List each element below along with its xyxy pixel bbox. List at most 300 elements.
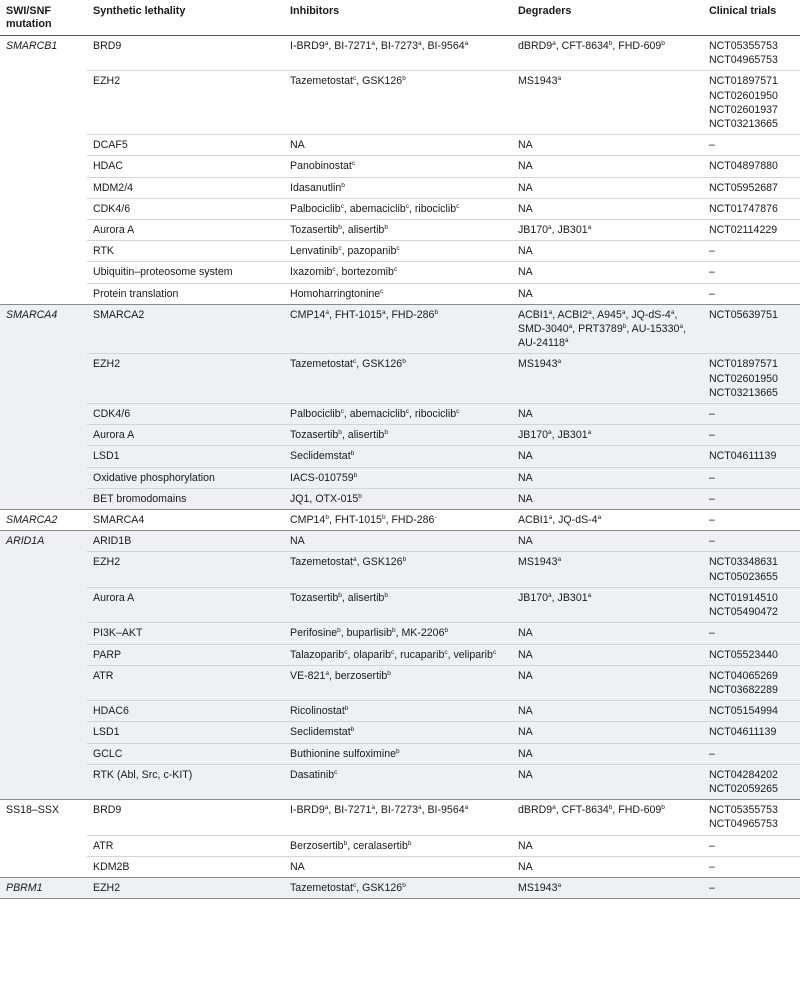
inhibitors-cell xyxy=(284,800,512,835)
drug-name: VE-821 xyxy=(290,669,326,682)
evidence-superscript: b xyxy=(338,429,342,437)
clinical-trials-cell xyxy=(703,156,800,177)
degraders-cell xyxy=(512,36,703,71)
trial-id: NCT05523440 xyxy=(709,648,778,661)
drug-name: , JB301 xyxy=(551,591,588,604)
degraders-cell xyxy=(512,354,703,404)
degraders-cell xyxy=(512,71,703,135)
evidence-superscript: a xyxy=(587,429,592,437)
table-row xyxy=(0,800,800,835)
evidence-superscript: b xyxy=(402,881,406,889)
degraders-cell xyxy=(512,220,703,241)
inhibitors-cell xyxy=(284,425,512,446)
synthetic-lethality-cell: EZH2 xyxy=(87,877,284,898)
drug-name: , A945 xyxy=(591,308,622,321)
trial-id: NCT05023655 xyxy=(709,570,778,583)
synthetic-lethality-cell: CDK4/6 xyxy=(87,198,284,219)
drug-name: , alisertib xyxy=(341,429,385,442)
trial-id: – xyxy=(709,627,715,640)
header-mutation: SWI/SNF mutation xyxy=(0,0,87,36)
evidence-superscript: a xyxy=(670,308,675,316)
evidence-superscript: a xyxy=(588,308,592,316)
synthetic-lethality-cell: LSD1 xyxy=(87,446,284,467)
drug-name: NA xyxy=(518,492,533,505)
drug-name: , BI-7273 xyxy=(374,40,418,52)
synthetic-lethality-cell: ATR xyxy=(87,835,284,856)
drug-name: NA xyxy=(518,627,533,640)
evidence-superscript: c xyxy=(405,408,409,416)
clinical-trials-cell xyxy=(703,877,800,898)
evidence-superscript: a xyxy=(621,308,626,316)
evidence-superscript: a xyxy=(324,804,329,812)
drug-name: ACBI1 xyxy=(518,308,549,321)
evidence-superscript: b xyxy=(337,627,341,635)
trial-id: NCT02114229 xyxy=(709,224,778,237)
table-row xyxy=(0,135,800,156)
degraders-cell xyxy=(512,665,703,700)
drug-name: NA xyxy=(518,408,533,421)
trial-id: NCT02601937 xyxy=(709,103,778,116)
evidence-superscript: b xyxy=(358,492,362,500)
trial-id: NCT05952687 xyxy=(709,181,778,194)
trial-id: NCT04611139 xyxy=(709,450,777,463)
evidence-superscript: b xyxy=(344,705,349,713)
synthetic-lethality-cell: Protein translation xyxy=(87,283,284,304)
trial-id: NCT02601950 xyxy=(709,372,778,385)
synthetic-lethality-cell: Aurora A xyxy=(87,587,284,622)
synthetic-lethality-cell: ATR xyxy=(87,665,284,700)
clinical-trials-cell xyxy=(703,220,800,241)
synthetic-lethality-cell: RTK (Abl, Src, c-KIT) xyxy=(87,764,284,799)
drug-name: , FHT-1015 xyxy=(328,514,382,527)
drug-name: NA xyxy=(290,860,305,873)
mutation-cell: ARID1A xyxy=(0,531,87,800)
clinical-trials-cell xyxy=(703,722,800,743)
synthetic-lethality-cell: BET bromodomains xyxy=(87,488,284,509)
inhibitors-cell xyxy=(284,198,512,219)
synthetic-lethality-cell: Ubiquitin–proteosome system xyxy=(87,262,284,283)
drug-name: JB170 xyxy=(518,429,549,442)
inhibitors-cell xyxy=(284,404,512,425)
mutation-group xyxy=(0,36,800,305)
drug-name: MS1943 xyxy=(518,358,558,371)
drug-name: Ixazomib xyxy=(290,266,333,279)
evidence-superscript: a xyxy=(325,669,329,677)
drug-name: , AU-24118 xyxy=(518,323,686,350)
table-row xyxy=(0,177,800,198)
evidence-superscript: b xyxy=(396,747,400,755)
clinical-trials-cell xyxy=(703,800,800,835)
drug-name: , BI-9564 xyxy=(421,804,465,817)
synthetic-lethality-cell: PI3K–AKT xyxy=(87,623,284,644)
evidence-superscript: a xyxy=(464,804,469,812)
inhibitors-cell xyxy=(284,135,512,156)
evidence-superscript: b xyxy=(325,514,329,522)
mutation-cell: SMARCA2 xyxy=(0,510,87,531)
degraders-cell xyxy=(512,764,703,799)
degraders-cell xyxy=(512,856,703,877)
drug-name: CMP14 xyxy=(290,514,326,527)
drug-name: , BI-7271 xyxy=(328,804,372,817)
clinical-trials-cell xyxy=(703,743,800,764)
trial-id: NCT02601950 xyxy=(709,89,778,102)
mutation-cell: SS18–SSX xyxy=(0,800,87,878)
drug-name: NA xyxy=(518,202,533,215)
table-row xyxy=(0,198,800,219)
clinical-trials-cell xyxy=(703,623,800,644)
drug-name: , alisertib xyxy=(341,591,385,604)
drug-name: MS1943 xyxy=(518,881,558,894)
evidence-superscript: a xyxy=(587,224,592,232)
synthetic-lethality-cell: DCAF5 xyxy=(87,135,284,156)
synthetic-lethality-cell: HDAC xyxy=(87,156,284,177)
inhibitors-cell xyxy=(284,446,512,467)
drug-name: , PRT3789 xyxy=(572,323,623,336)
evidence-superscript: c xyxy=(332,266,336,274)
degraders-cell xyxy=(512,404,703,425)
mutation-group xyxy=(0,531,800,800)
drug-name: , abemaciclib xyxy=(343,408,406,421)
inhibitors-cell xyxy=(284,467,512,488)
degraders-cell xyxy=(512,446,703,467)
drug-name: NA xyxy=(518,245,533,258)
trial-id: NCT04611139 xyxy=(709,726,777,739)
header-row xyxy=(0,0,800,36)
trial-id: – xyxy=(709,139,715,152)
drug-name: , FHD-286 xyxy=(385,308,435,321)
mutation-group xyxy=(0,877,800,898)
clinical-trials-cell xyxy=(703,764,800,799)
drug-name: , bortezomib xyxy=(335,266,394,279)
drug-name: NA xyxy=(518,726,533,739)
inhibitors-cell xyxy=(284,835,512,856)
drug-name: NA xyxy=(518,669,533,682)
mutation-group xyxy=(0,304,800,509)
drug-name: NA xyxy=(518,705,533,718)
drug-name: I-BRD9 xyxy=(290,40,325,52)
degraders-cell xyxy=(512,701,703,722)
drug-name: , FHD-609 xyxy=(612,40,662,52)
inhibitors-cell xyxy=(284,510,512,531)
drug-name: NA xyxy=(518,839,533,852)
evidence-superscript: b xyxy=(608,40,613,47)
drug-name: NA xyxy=(518,768,533,781)
evidence-superscript: b xyxy=(402,556,407,564)
evidence-superscript: a xyxy=(557,881,562,889)
inhibitors-cell xyxy=(284,552,512,587)
evidence-superscript: c xyxy=(456,408,460,416)
drug-name: Tazemetostat xyxy=(290,881,354,894)
evidence-superscript: b xyxy=(387,669,391,677)
table-row xyxy=(0,156,800,177)
drug-name: , ribociclib xyxy=(408,408,457,421)
table-row xyxy=(0,36,800,71)
trial-id: – xyxy=(709,514,715,527)
drug-name: NA xyxy=(290,139,305,152)
degraders-cell xyxy=(512,722,703,743)
evidence-superscript: a xyxy=(324,40,329,47)
inhibitors-cell xyxy=(284,665,512,700)
drug-name: Palbociclib xyxy=(290,202,341,215)
drug-name: NA xyxy=(518,139,533,152)
synthetic-lethality-cell: BRD9 xyxy=(87,800,284,835)
evidence-superscript: a xyxy=(548,514,553,522)
inhibitors-cell xyxy=(284,623,512,644)
evidence-superscript: c xyxy=(353,358,357,366)
drug-name: , JQ-dS-4 xyxy=(552,514,598,527)
trial-id: NCT04965753 xyxy=(709,818,778,831)
table-row xyxy=(0,304,800,354)
evidence-superscript: b xyxy=(622,323,627,331)
table-row xyxy=(0,701,800,722)
drug-name: MS1943 xyxy=(518,556,558,569)
evidence-superscript: c xyxy=(334,768,338,776)
inhibitors-cell xyxy=(284,283,512,304)
table-row xyxy=(0,467,800,488)
inhibitors-cell xyxy=(284,36,512,71)
drug-name: Seclidemstat xyxy=(290,450,351,463)
inhibitors-cell xyxy=(284,644,512,665)
drug-name: Tazemetostat xyxy=(290,358,354,371)
degraders-cell xyxy=(512,262,703,283)
mutation-cell: SMARCB1 xyxy=(0,36,87,305)
clinical-trials-cell xyxy=(703,856,800,877)
drug-name: Dasatinib xyxy=(290,768,335,781)
inhibitors-cell xyxy=(284,877,512,898)
trial-id: NCT04284202 xyxy=(709,768,778,781)
degraders-cell xyxy=(512,467,703,488)
table-row xyxy=(0,587,800,622)
degraders-cell xyxy=(512,531,703,552)
trial-id: – xyxy=(709,535,715,548)
evidence-superscript: c xyxy=(353,881,357,889)
drug-name: , BI-7273 xyxy=(374,804,418,817)
inhibitors-cell xyxy=(284,177,512,198)
evidence-superscript: a xyxy=(557,556,562,564)
clinical-trials-cell xyxy=(703,665,800,700)
degraders-cell xyxy=(512,135,703,156)
table-header xyxy=(0,0,800,36)
drug-name: NA xyxy=(518,648,533,661)
drug-name: , SMD-3040 xyxy=(518,308,678,336)
table-row xyxy=(0,488,800,509)
drug-name: , GSK126 xyxy=(356,75,403,88)
drug-name: JQ1, OTX-015 xyxy=(290,492,359,505)
degraders-cell xyxy=(512,800,703,835)
trial-id: – xyxy=(709,266,715,279)
drug-name: , ACBI2 xyxy=(552,308,589,321)
inhibitors-cell xyxy=(284,220,512,241)
inhibitors-cell xyxy=(284,722,512,743)
trial-id: NCT03213665 xyxy=(709,386,778,399)
drug-name: , JB301 xyxy=(551,224,588,237)
inhibitors-cell xyxy=(284,764,512,799)
inhibitors-cell xyxy=(284,241,512,262)
drug-name: Buthionine sulfoximine xyxy=(290,747,396,760)
degraders-cell xyxy=(512,304,703,354)
evidence-superscript: b xyxy=(434,308,439,316)
evidence-superscript: a xyxy=(557,75,562,83)
drug-name: , MK-2206 xyxy=(395,627,445,640)
drug-name: , pazopanib xyxy=(341,245,397,258)
table-row xyxy=(0,220,800,241)
clinical-trials-cell xyxy=(703,531,800,552)
table-row xyxy=(0,425,800,446)
table-row xyxy=(0,262,800,283)
degraders-cell xyxy=(512,552,703,587)
synthetic-lethality-cell: KDM2B xyxy=(87,856,284,877)
evidence-superscript: b xyxy=(444,627,449,635)
degraders-cell xyxy=(512,587,703,622)
evidence-superscript: a xyxy=(371,804,375,812)
trial-id: NCT05355753 xyxy=(709,40,778,52)
synthetic-lethality-cell: PARP xyxy=(87,644,284,665)
table-row xyxy=(0,446,800,467)
header-degraders: Degraders xyxy=(512,0,703,36)
inhibitors-cell xyxy=(284,743,512,764)
drug-name: dBRD9 xyxy=(518,40,553,52)
drug-name: , GSK126 xyxy=(356,358,403,371)
drug-name: Seclidemstat xyxy=(290,726,351,739)
drug-name: NA xyxy=(518,860,533,873)
inhibitors-cell xyxy=(284,488,512,509)
drug-name: Palbociclib xyxy=(290,408,341,421)
evidence-superscript: c xyxy=(444,648,448,656)
drug-name: dBRD9 xyxy=(518,804,553,817)
evidence-superscript: b xyxy=(350,450,355,458)
drug-name: NA xyxy=(518,160,533,173)
trial-id: NCT01897571 xyxy=(709,358,778,371)
clinical-trials-cell xyxy=(703,552,800,587)
degraders-cell xyxy=(512,835,703,856)
trial-id: – xyxy=(709,408,715,421)
evidence-superscript: b xyxy=(391,627,396,635)
trial-id: NCT02059265 xyxy=(709,782,778,795)
drug-name: MS1943 xyxy=(518,75,558,88)
inhibitors-cell xyxy=(284,262,512,283)
drug-name: , AU-15330 xyxy=(626,323,680,336)
evidence-superscript: a xyxy=(464,40,469,47)
trial-id: NCT04065269 xyxy=(709,669,778,682)
degraders-cell xyxy=(512,877,703,898)
trial-id: – xyxy=(709,839,715,852)
clinical-trials-cell xyxy=(703,467,800,488)
drug-name: , FHD-286 xyxy=(385,514,435,527)
drug-name: , BI-9564 xyxy=(421,40,465,52)
synthetic-lethality-cell: MDM2/4 xyxy=(87,177,284,198)
trial-id: NCT01914510 xyxy=(709,591,778,604)
evidence-superscript: c xyxy=(396,245,400,253)
evidence-superscript: a xyxy=(552,40,556,47)
synthetic-lethality-cell: BRD9 xyxy=(87,36,284,71)
header-inhibitors: Inhibitors xyxy=(284,0,512,36)
table-row xyxy=(0,531,800,552)
table-row xyxy=(0,835,800,856)
table-row xyxy=(0,510,800,531)
drug-name: Berzosertib xyxy=(290,839,344,852)
drug-name: , berzosertib xyxy=(328,669,388,682)
clinical-trials-cell xyxy=(703,135,800,156)
inhibitors-cell xyxy=(284,587,512,622)
synthetic-lethality-cell: EZH2 xyxy=(87,354,284,404)
drug-name: IACS-010759 xyxy=(290,471,354,484)
table-row xyxy=(0,241,800,262)
evidence-superscript: b xyxy=(341,181,345,189)
drug-name: , GSK126 xyxy=(356,556,403,569)
trial-id: NCT04897880 xyxy=(709,160,778,173)
trial-id: – xyxy=(709,747,715,760)
inhibitors-cell xyxy=(284,304,512,354)
drug-name: Perifosine xyxy=(290,627,338,640)
evidence-superscript: b xyxy=(353,471,358,479)
evidence-superscript: c xyxy=(405,202,409,210)
mutation-cell: PBRM1 xyxy=(0,877,87,898)
evidence-superscript: b xyxy=(661,804,665,812)
drug-name: NA xyxy=(518,471,533,484)
inhibitors-cell xyxy=(284,701,512,722)
trial-id: NCT03213665 xyxy=(709,118,778,131)
evidence-superscript: a xyxy=(325,308,329,316)
trial-id: NCT05355753 xyxy=(709,804,778,817)
evidence-superscript: a xyxy=(564,337,569,345)
trial-id: NCT03682289 xyxy=(709,683,778,696)
evidence-superscript: a xyxy=(548,591,552,599)
clinical-trials-cell xyxy=(703,425,800,446)
clinical-trials-cell xyxy=(703,488,800,509)
trial-id: – xyxy=(709,860,715,873)
evidence-superscript: b xyxy=(350,726,355,734)
evidence-superscript: b xyxy=(402,358,406,366)
synthetic-lethality-cell: RTK xyxy=(87,241,284,262)
drug-name: Panobinostat xyxy=(290,160,352,173)
evidence-superscript: c xyxy=(393,266,398,274)
evidence-superscript: b xyxy=(661,40,665,47)
table-row xyxy=(0,877,800,898)
evidence-superscript: a xyxy=(371,40,375,47)
trial-id: NCT05490472 xyxy=(709,606,778,619)
drug-name: Tozasertib xyxy=(290,591,339,604)
table-row xyxy=(0,856,800,877)
table-row xyxy=(0,764,800,799)
drug-name: NA xyxy=(518,450,533,463)
drug-name: NA xyxy=(518,747,533,760)
drug-name: , CFT-8634 xyxy=(555,804,609,817)
synthetic-lethality-cell: Aurora A xyxy=(87,425,284,446)
evidence-superscript: a xyxy=(557,358,562,366)
trial-id: – xyxy=(709,287,715,300)
clinical-trials-cell xyxy=(703,510,800,531)
synthetic-lethality-cell: SMARCA4 xyxy=(87,510,284,531)
trial-id: – xyxy=(709,881,715,894)
evidence-superscript: a xyxy=(381,308,386,316)
drug-name: , alisertib xyxy=(341,224,385,237)
header-clinical-trials: Clinical trials xyxy=(703,0,800,36)
degraders-cell xyxy=(512,623,703,644)
drug-name: NA xyxy=(290,535,305,548)
clinical-trials-cell xyxy=(703,71,800,135)
drug-name: I-BRD9 xyxy=(290,804,325,817)
evidence-superscript: a xyxy=(679,323,683,331)
table-row xyxy=(0,71,800,135)
drug-name: , FHD-609 xyxy=(612,804,662,817)
drug-name: Talazoparib xyxy=(290,648,345,661)
table-row xyxy=(0,404,800,425)
drug-name: JB170 xyxy=(518,591,549,604)
evidence-superscript: b xyxy=(384,224,388,232)
drug-name: Homoharringtonine xyxy=(290,287,381,300)
drug-name: Tozasertib xyxy=(290,224,339,237)
evidence-superscript: c xyxy=(492,648,497,656)
